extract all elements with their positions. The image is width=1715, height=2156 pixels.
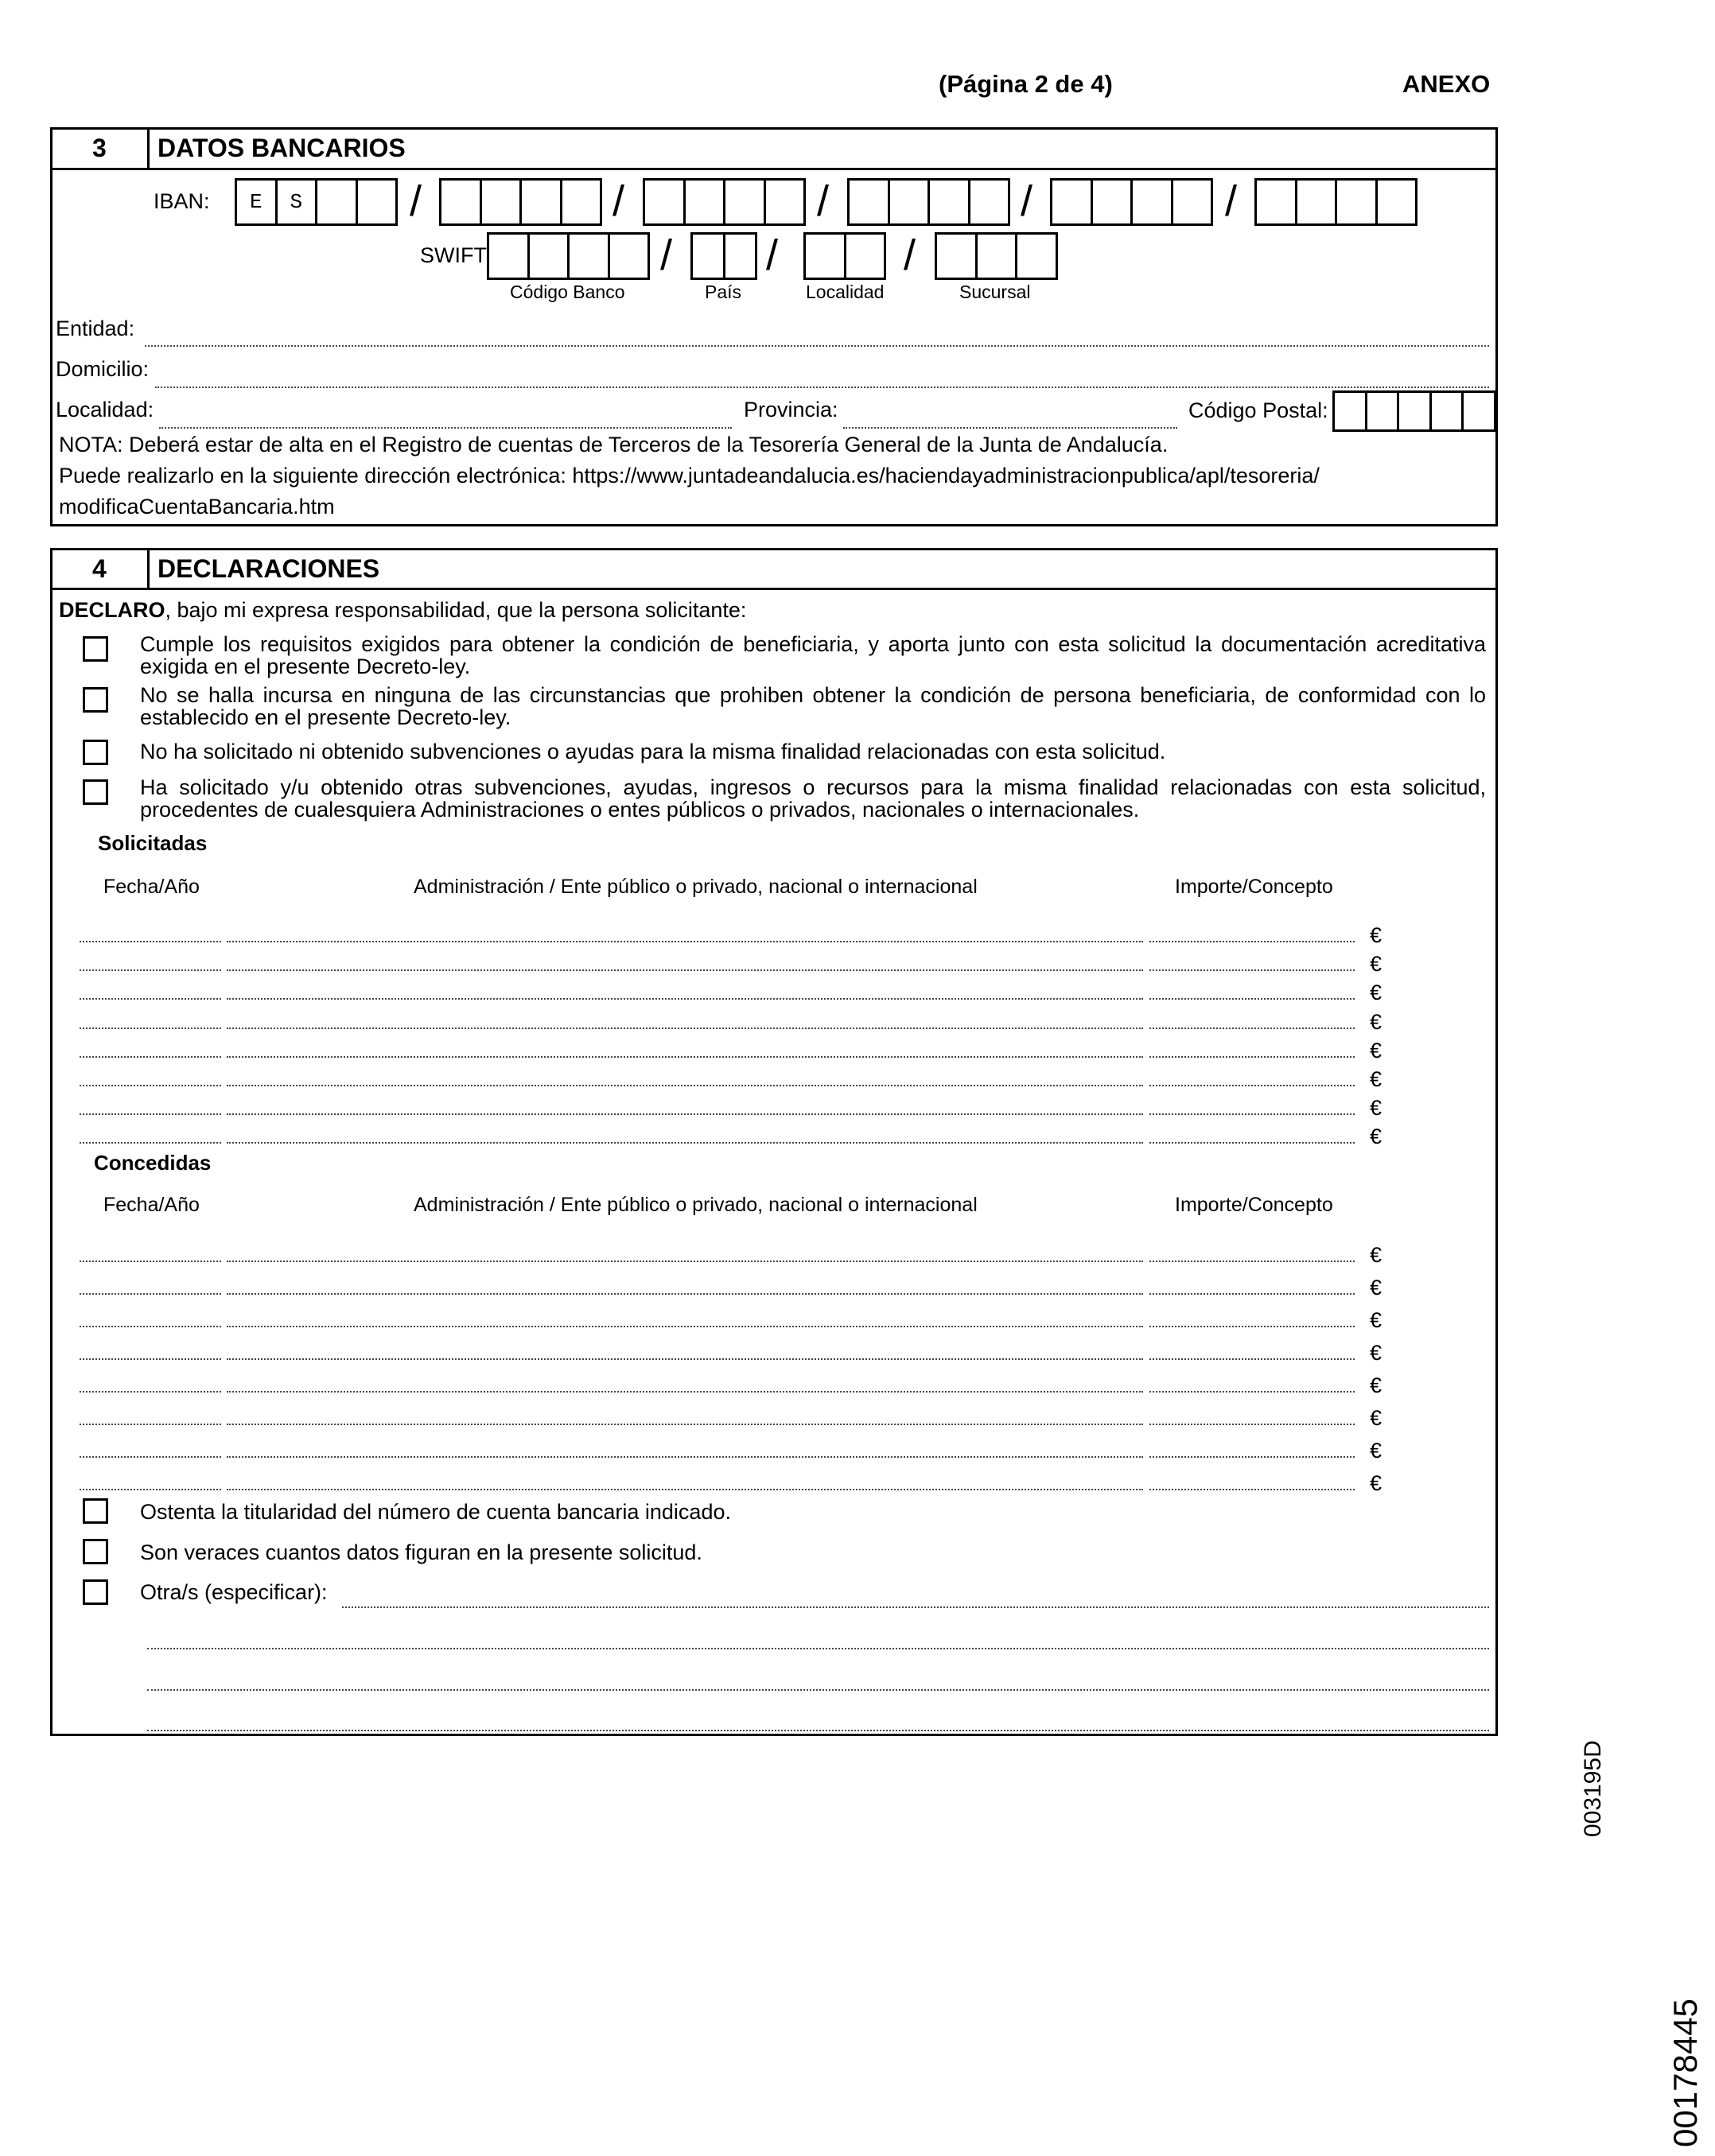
iban-cell[interactable]	[1257, 181, 1297, 223]
iban-separator: /	[1225, 177, 1238, 225]
euro-symbol: €	[1370, 1341, 1382, 1365]
provincia-field[interactable]	[843, 427, 1177, 429]
aid-administration-field[interactable]	[227, 1261, 1143, 1262]
iban-cell[interactable]	[562, 181, 601, 223]
domicilio-label: Domicilio:	[56, 357, 150, 381]
other-declaration-field[interactable]	[147, 1648, 1489, 1649]
iban-group-2[interactable]	[439, 178, 602, 226]
swift-separator: /	[660, 231, 673, 279]
euro-symbol: €	[1370, 1009, 1382, 1034]
no-prohibition-text: No se halla incursa en ninguna de las circunstancias que prohiben obtener la condición de persona beneficiaria, de conformidad con lo establecido en el presente Decreto-ley.	[140, 683, 1486, 729]
aid-administration-field[interactable]	[227, 1424, 1143, 1425]
swift-branch-sublabel: Sucursal	[959, 282, 1031, 302]
iban-cell[interactable]	[1378, 181, 1416, 223]
aid-date-field[interactable]	[80, 1027, 221, 1029]
swift-cell[interactable]	[530, 235, 570, 278]
other-declaration-checkbox[interactable]	[83, 1579, 108, 1605]
postal-code-cell[interactable]	[1335, 393, 1367, 429]
requirements-text: Cumple los requisitos exigidos para obtener la condición de beneficiaria, y aporta junto con esta solicitud la documentación acreditativa exigida en el presente Decreto-ley.	[140, 632, 1486, 678]
euro-symbol: €	[1370, 1096, 1382, 1121]
section-3-number-divider	[147, 127, 150, 169]
iban-cell[interactable]	[522, 181, 562, 223]
localidad-field[interactable]	[159, 427, 732, 429]
swift-bank-sublabel: Código Banco	[510, 282, 625, 302]
euro-symbol: €	[1370, 1067, 1382, 1091]
requested-title: Solicitadas	[98, 831, 208, 855]
declaration-intro	[59, 598, 746, 623]
section-3-header-rule	[50, 168, 1498, 170]
aid-administration-field[interactable]	[227, 1085, 1143, 1086]
euro-symbol: €	[1370, 1038, 1382, 1062]
aid-date-field[interactable]	[80, 1326, 221, 1327]
iban-cell[interactable]	[850, 181, 890, 223]
aid-amount-field[interactable]	[1149, 1391, 1355, 1393]
granted-amount-header: Importe/Concepto	[1175, 1194, 1333, 1216]
requirements-checkbox[interactable]	[83, 636, 108, 662]
aid-administration-field[interactable]	[227, 1358, 1143, 1360]
iban-separator: /	[817, 177, 830, 225]
iban-cell[interactable]	[970, 181, 1009, 223]
aid-amount-field[interactable]	[1149, 1293, 1355, 1295]
iban-separator: /	[612, 177, 625, 225]
localidad-label: Localidad:	[56, 398, 154, 421]
iban-separator: /	[410, 177, 422, 225]
iban-cell[interactable]	[725, 181, 766, 223]
aid-amount-field[interactable]	[1149, 1085, 1355, 1086]
postal-code-cell[interactable]	[1464, 393, 1494, 429]
aid-administration-field[interactable]	[227, 1391, 1143, 1393]
aid-administration-field[interactable]	[227, 1027, 1143, 1029]
no-prohibition-checkbox[interactable]	[83, 687, 108, 713]
aid-amount-field[interactable]	[1149, 1489, 1355, 1490]
aid-administration-field[interactable]	[227, 1056, 1143, 1058]
iban-cell[interactable]	[1297, 181, 1338, 223]
iban-cell[interactable]	[317, 181, 358, 223]
iban-cell[interactable]	[890, 181, 931, 223]
no-other-aid-text: No ha solicitado ni obtenido subvenciones o ayudas para la misma finalidad relacionadas con esta solicitud.	[140, 740, 1166, 763]
euro-symbol: €	[1370, 1308, 1382, 1332]
aid-amount-field[interactable]	[1149, 1113, 1355, 1115]
aid-date-field[interactable]	[80, 1142, 221, 1144]
iban-cell[interactable]	[441, 181, 482, 223]
other-declaration-text: Otra/s (especificar):	[140, 1580, 328, 1604]
aid-amount-field[interactable]	[1149, 1456, 1355, 1458]
account-owner-text: Ostenta la titularidad del número de cuenta bancaria indicado.	[140, 1500, 731, 1524]
aid-amount-field[interactable]	[1149, 1056, 1355, 1058]
euro-symbol: €	[1370, 952, 1382, 977]
aid-administration-field[interactable]	[227, 1326, 1143, 1327]
swift-separator: /	[766, 231, 779, 279]
requested-amount-header: Importe/Concepto	[1175, 876, 1333, 898]
requested-date-header: Fecha/Año	[103, 876, 200, 898]
iban-cell[interactable]	[930, 181, 970, 223]
iban-group-3[interactable]	[643, 178, 806, 226]
aid-administration-field[interactable]	[227, 1113, 1143, 1115]
aid-date-field[interactable]	[80, 1085, 221, 1086]
aid-amount-field[interactable]	[1149, 969, 1355, 971]
swift-cell[interactable]	[846, 235, 885, 278]
granted-title: Concedidas	[94, 1151, 212, 1175]
aid-amount-field[interactable]	[1149, 1326, 1355, 1327]
iban-cell[interactable]	[358, 181, 396, 223]
swift-country-sublabel: País	[705, 282, 742, 302]
declaration-intro-bold: DECLARO	[59, 598, 165, 622]
other-declaration-field[interactable]	[342, 1606, 1489, 1608]
aid-amount-field[interactable]	[1149, 1142, 1355, 1144]
aid-date-field[interactable]	[80, 1056, 221, 1058]
data-truthful-text: Son veraces cuantos datos figuran en la presente solicitud.	[140, 1540, 702, 1564]
swift-country-code[interactable]	[690, 232, 757, 280]
section-3-title: DATOS BANCARIOS	[158, 134, 406, 162]
granted-admin-header: Administración / Ente público o privado, nacional o internacional	[414, 1194, 978, 1216]
aid-administration-field[interactable]	[227, 1142, 1143, 1144]
swift-separator: /	[904, 231, 916, 279]
postal-code-label: Código Postal:	[1188, 398, 1328, 422]
swift-branch-code[interactable]	[935, 232, 1058, 280]
form-code: 003195D	[1580, 1740, 1606, 1837]
aid-administration-field[interactable]	[227, 1456, 1143, 1458]
euro-symbol: €	[1370, 1471, 1382, 1495]
aid-amount-field[interactable]	[1149, 1358, 1355, 1360]
aid-amount-field[interactable]	[1149, 1027, 1355, 1029]
swift-cell[interactable]	[693, 235, 725, 278]
euro-symbol: €	[1370, 923, 1382, 947]
aid-date-field[interactable]	[80, 1261, 221, 1262]
iban-cell[interactable]	[1337, 181, 1378, 223]
data-truthful-checkbox[interactable]	[83, 1539, 108, 1564]
iban-cell[interactable]	[645, 181, 686, 223]
iban-cell[interactable]	[1133, 181, 1173, 223]
euro-symbol: €	[1370, 1373, 1382, 1397]
postal-code-cell[interactable]	[1432, 393, 1464, 429]
entidad-field[interactable]	[145, 345, 1489, 347]
swift-cell[interactable]	[1017, 235, 1056, 278]
swift-cell[interactable]	[937, 235, 978, 278]
swift-bank-code[interactable]	[487, 232, 650, 280]
iban-group-1[interactable]	[235, 178, 398, 226]
aid-amount-field[interactable]	[1149, 941, 1355, 942]
swift-label: SWIFT	[420, 243, 487, 267]
aid-administration-field[interactable]	[227, 941, 1143, 942]
domicilio-field[interactable]	[155, 387, 1489, 388]
iban-group-4[interactable]	[847, 178, 1010, 226]
aid-date-field[interactable]	[80, 1456, 221, 1458]
swift-cell[interactable]	[610, 235, 648, 278]
other-aid-checkbox[interactable]	[83, 779, 108, 805]
postal-code-field[interactable]	[1332, 390, 1496, 432]
aid-administration-field[interactable]	[227, 1489, 1143, 1490]
postal-code-cell[interactable]	[1367, 393, 1400, 429]
other-aid-text: Ha solicitado y/u obtenido otras subvenciones, ayudas, ingresos o recursos para la misma finalidad relacionadas con esta solicitud, procedentes de cualesquiera Administraciones o entes públicos o privados, nacionales o internacionales.	[140, 775, 1486, 822]
iban-cell[interactable]	[1052, 181, 1093, 223]
section-4-header-rule	[50, 588, 1498, 590]
iban-group-6[interactable]	[1254, 178, 1418, 226]
aid-date-field[interactable]	[80, 998, 221, 1000]
aid-amount-field[interactable]	[1149, 998, 1355, 1000]
euro-symbol: €	[1370, 1243, 1382, 1267]
granted-date-header: Fecha/Año	[103, 1194, 200, 1216]
other-declaration-field[interactable]	[147, 1689, 1489, 1691]
requested-admin-header: Administración / Ente público o privado, nacional o internacional	[414, 876, 978, 898]
iban-cell[interactable]	[1173, 181, 1211, 223]
aid-administration-field[interactable]	[227, 1293, 1143, 1295]
account-owner-checkbox[interactable]	[83, 1498, 108, 1524]
document-number: 00178445	[1666, 1999, 1704, 2147]
iban-group-5[interactable]	[1050, 178, 1213, 226]
swift-cell[interactable]	[489, 235, 530, 278]
other-declaration-field[interactable]	[147, 1730, 1489, 1731]
no-other-aid-checkbox[interactable]	[83, 740, 108, 765]
section-4-number: 4	[92, 554, 107, 583]
swift-cell[interactable]	[725, 235, 756, 278]
provincia-label: Provincia:	[744, 398, 838, 421]
iban-cell[interactable]: S	[278, 181, 318, 223]
iban-cell[interactable]	[482, 181, 523, 223]
aid-amount-field[interactable]	[1149, 1424, 1355, 1425]
iban-label: IBAN:	[154, 189, 210, 213]
annex-label: ANEXO	[1402, 70, 1491, 98]
bank-note-line-3: modificaCuentaBancaria.htm	[59, 495, 335, 519]
iban-separator: /	[1021, 177, 1033, 225]
aid-amount-field[interactable]	[1149, 1261, 1355, 1262]
declaration-intro-text: , bajo mi expresa responsabilidad, que la persona solicitante:	[165, 598, 747, 622]
bank-note-line-1: NOTA: Deberá estar de alta en el Registro de cuentas de Terceros de la Tesorería General de la Junta de Andalucía.	[59, 433, 1169, 456]
bank-note-line-2: Puede realizarlo en la siguiente dirección electrónica: https://www.juntadeandalucia.es/haciendayadministracionpublica/apl/tesoreria/	[59, 464, 1320, 488]
aid-date-field[interactable]	[80, 1391, 221, 1393]
aid-date-field[interactable]	[80, 1113, 221, 1115]
aid-administration-field[interactable]	[227, 998, 1143, 1000]
swift-cell[interactable]	[570, 235, 610, 278]
aid-date-field[interactable]	[80, 969, 221, 971]
swift-locality-sublabel: Localidad	[806, 282, 885, 302]
euro-symbol: €	[1370, 1125, 1382, 1149]
aid-date-field[interactable]	[80, 1424, 221, 1425]
entidad-label: Entidad:	[56, 317, 135, 340]
euro-symbol: €	[1370, 1276, 1382, 1299]
swift-cell[interactable]	[806, 235, 846, 278]
swift-cell[interactable]	[978, 235, 1018, 278]
aid-administration-field[interactable]	[227, 969, 1143, 971]
section-3-number: 3	[92, 134, 107, 162]
iban-cell[interactable]	[686, 181, 726, 223]
iban-cell[interactable]	[1093, 181, 1134, 223]
iban-cell[interactable]: E	[237, 181, 278, 223]
euro-symbol: €	[1370, 1439, 1382, 1463]
swift-locality-code[interactable]	[803, 232, 886, 280]
page-indicator: (Página 2 de 4)	[939, 70, 1113, 98]
aid-date-field[interactable]	[80, 1358, 221, 1360]
postal-code-cell[interactable]	[1399, 393, 1432, 429]
section-4-number-divider	[147, 548, 150, 589]
aid-date-field[interactable]	[80, 941, 221, 942]
section-4-title: DECLARACIONES	[158, 554, 380, 583]
aid-date-field[interactable]	[80, 1489, 221, 1490]
aid-date-field[interactable]	[80, 1293, 221, 1295]
euro-symbol: €	[1370, 981, 1382, 1005]
iban-cell[interactable]	[766, 181, 804, 223]
euro-symbol: €	[1370, 1406, 1382, 1430]
